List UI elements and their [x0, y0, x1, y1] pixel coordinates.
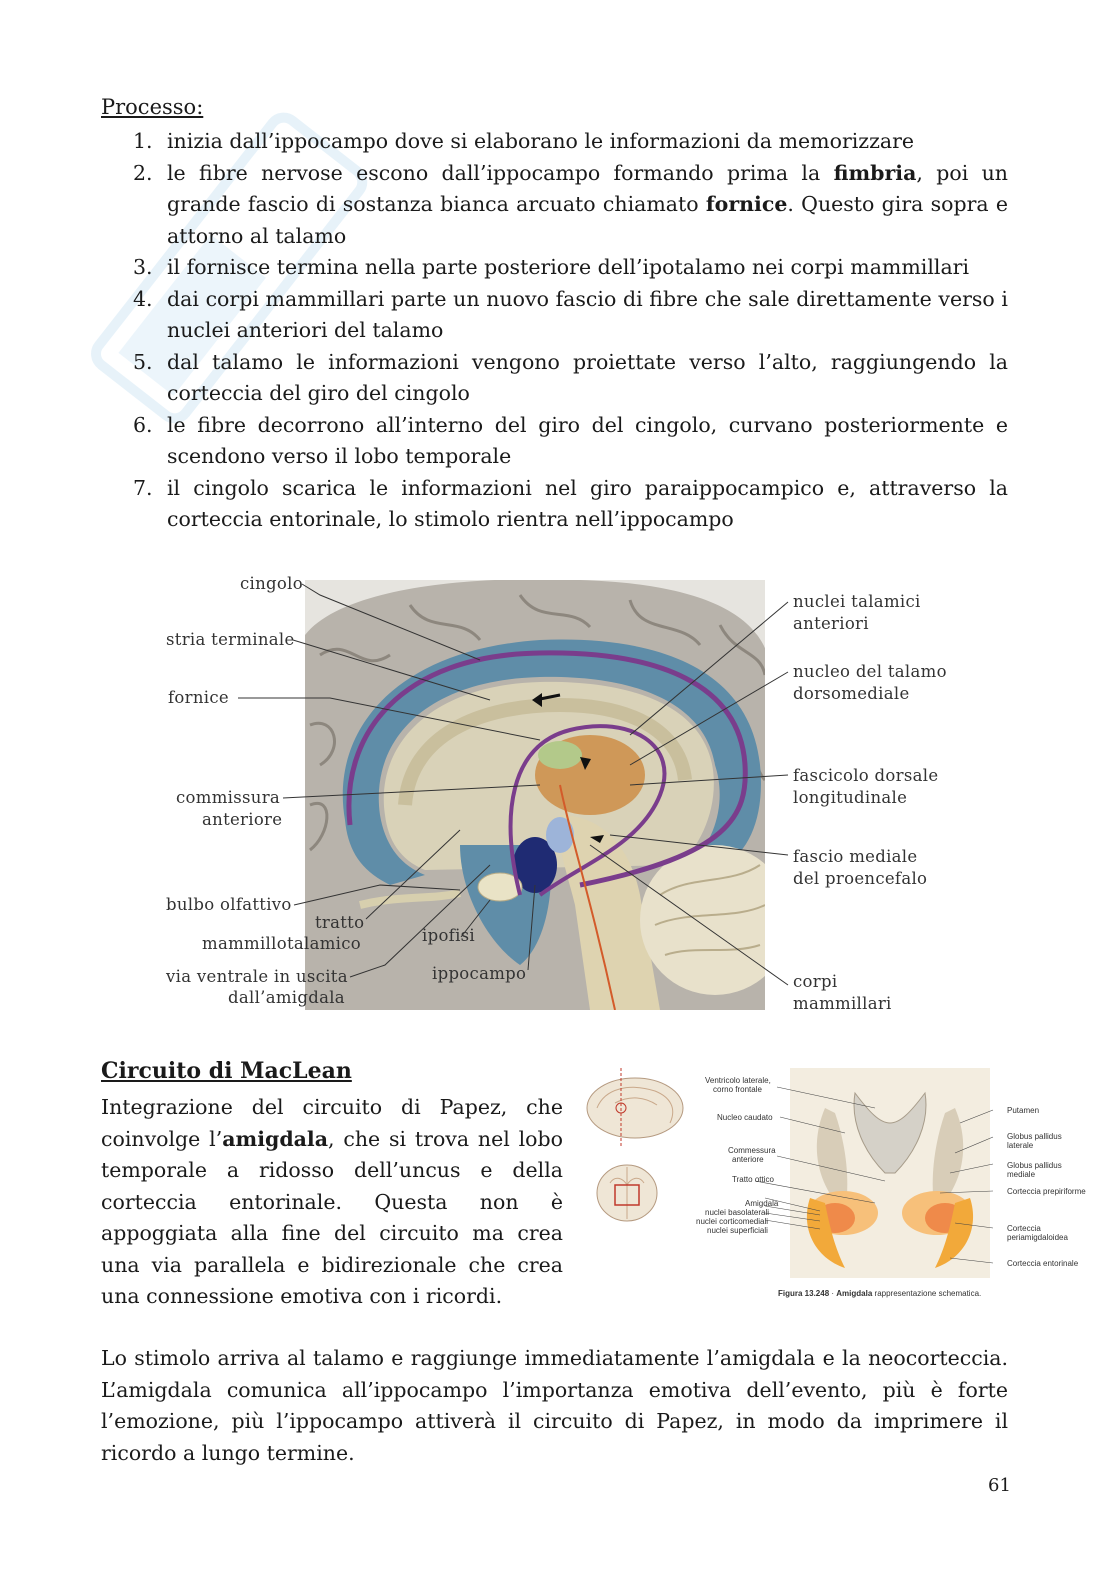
- label-commessura: Commessura: [728, 1146, 776, 1155]
- item-number: 1.: [133, 129, 153, 153]
- label-mammillari: mammillari: [793, 994, 892, 1013]
- list-item: 4. dai corpi mammillari parte un nuovo fascio di fibre che sale direttamente verso i nuclei anteriori del talamo: [101, 284, 1008, 347]
- label-nuclei-basolaterali: nuclei basolaterali: [705, 1208, 770, 1217]
- label-ipofisi: ipofisi: [422, 926, 476, 945]
- label-tratto: tratto: [315, 913, 365, 932]
- label-nuclei-talamici: nuclei talamici: [793, 592, 921, 611]
- label-stria-terminale: stria terminale: [166, 630, 295, 649]
- page-number: 61: [988, 1475, 1011, 1496]
- label-ventricolo: Ventricolo laterale,: [705, 1076, 771, 1085]
- label-dorsomediale: dorsomediale: [793, 684, 910, 703]
- process-steps-list: [101, 126, 1008, 536]
- caption-text: rappresentazione schematica.: [874, 1289, 982, 1298]
- caption-bold: Amigdala: [836, 1289, 873, 1298]
- label-bulbo-olfattivo: bulbo olfattivo: [166, 895, 292, 914]
- bold-term: amigdala: [222, 1126, 329, 1151]
- maclean-paragraph: Integrazione del circuito di Papez, che coinvolge l’amigdala, che si trova nel lobo temporale a ridosso dell’uncus e della corteccia entorinale. Questa non è appoggiata alla fine del circuito ma crea una via parallela e bidirezionale che crea una connessione emotiva con i ricordi.: [101, 1095, 563, 1308]
- caption-number: Figura 13.248: [778, 1289, 830, 1298]
- label-nuclei-superficiali: nuclei superficiali: [707, 1226, 768, 1235]
- label-corteccia-prepiriforme: Corteccia prepiriforme: [1007, 1187, 1086, 1196]
- bold-term: fimbria: [833, 160, 917, 185]
- label-ippocampo: ippocampo: [432, 964, 527, 983]
- label-nucleo-talamo: nucleo del talamo: [793, 662, 947, 681]
- item-number: 6.: [133, 412, 153, 437]
- label-nucleo-caudato: Nucleo caudato: [717, 1113, 773, 1122]
- figure-caption: Figura 13.248 · Amigdala rappresentazione schematica.: [778, 1289, 982, 1298]
- label-via-ventrale: via ventrale in uscita: [166, 967, 348, 986]
- label-laterale: laterale: [1007, 1141, 1034, 1150]
- label-commessura-anteriore: anteriore: [732, 1155, 764, 1164]
- label-proencefalo: del proencefalo: [793, 869, 928, 888]
- label-fornice: fornice: [168, 688, 229, 707]
- label-mammillotalamico: mammillotalamico: [202, 934, 362, 953]
- item-number: 2.: [133, 160, 153, 185]
- section-heading: Processo:: [101, 95, 204, 119]
- label-dallamigdala: dall’amigdala: [228, 988, 345, 1007]
- label-mediale: mediale: [1007, 1170, 1036, 1179]
- label-periamigdaloidea: periamigdaloidea: [1007, 1233, 1068, 1242]
- label-corpi: corpi: [793, 972, 838, 991]
- label-corno-frontale: corno frontale: [713, 1085, 762, 1094]
- label-fascio-mediale: fascio mediale: [793, 847, 918, 866]
- item-number: 7.: [133, 475, 153, 500]
- list-item: 2. le fibre nervose escono dall’ippocampo formando prima la fimbria, poi un grande fascio di sostanza bianca arcuato chiamato fornice. Questo gira sopra e attorno al talamo: [101, 158, 1008, 253]
- label-nuclei-corticomediali: nuclei corticomediali: [696, 1217, 769, 1226]
- closing-paragraph: Lo stimolo arriva al talamo e raggiunge immediatamente l’amigdala e la neocorteccia. L’amigdala comunica all’ippocampo l’importanza emotiva dell’evento, più è forte l’emozione, più l’ippocampo attiverà il circuito di Papez, in modo da imprimere il ricordo a lungo termine.: [101, 1346, 1008, 1465]
- item-number: 4.: [133, 286, 153, 311]
- bold-term: fornice: [705, 192, 788, 216]
- label-amigdala: Amigdala: [745, 1199, 779, 1208]
- list-item: 3. il fornisce termina nella parte posteriore dell’ipotalamo nei corpi mammillari: [101, 252, 1008, 284]
- label-globus-pallidus-laterale: Globus pallidus: [1007, 1132, 1062, 1141]
- label-fascicolo-dorsale: fascicolo dorsale: [793, 766, 939, 785]
- label-commissura-line2: anteriore: [202, 810, 283, 829]
- label-corteccia: Corteccia: [1007, 1224, 1041, 1233]
- label-tratto-ottico: Tratto ottico: [732, 1175, 774, 1184]
- list-item: 7. il cingolo scarica le informazioni nel giro paraippocampico e, attraverso la corteccia entorinale, lo stimolo rientra nell’ippocampo: [101, 473, 1008, 536]
- label-cingolo: cingolo: [240, 574, 303, 593]
- label-corteccia-entorinale: Corteccia entorinale: [1007, 1259, 1079, 1268]
- label-longitudinale: longitudinale: [793, 788, 908, 807]
- list-item: 6. le fibre decorrono all’interno del giro del cingolo, curvano posteriormente e scendono verso il lobo temporale: [101, 410, 1008, 473]
- label-globus-pallidus-mediale: Globus pallidus: [1007, 1161, 1062, 1170]
- list-item: 1. inizia dall’ippocampo dove si elaborano le informazioni da memorizzare: [101, 126, 1008, 158]
- label-anteriori: anteriori: [793, 614, 869, 633]
- label-putamen: Putamen: [1007, 1106, 1040, 1115]
- maclean-title: Circuito di MacLean: [101, 1058, 352, 1084]
- item-number: 3.: [133, 255, 153, 279]
- label-commissura: commissura: [176, 788, 281, 807]
- amygdala-figure: [585, 1063, 1095, 1303]
- papez-circuit-figure: [160, 565, 950, 1025]
- list-item: 5. dal talamo le informazioni vengono proiettate verso l’alto, raggiungendo la corteccia del giro del cingolo: [101, 347, 1008, 410]
- item-number: 5.: [133, 349, 153, 374]
